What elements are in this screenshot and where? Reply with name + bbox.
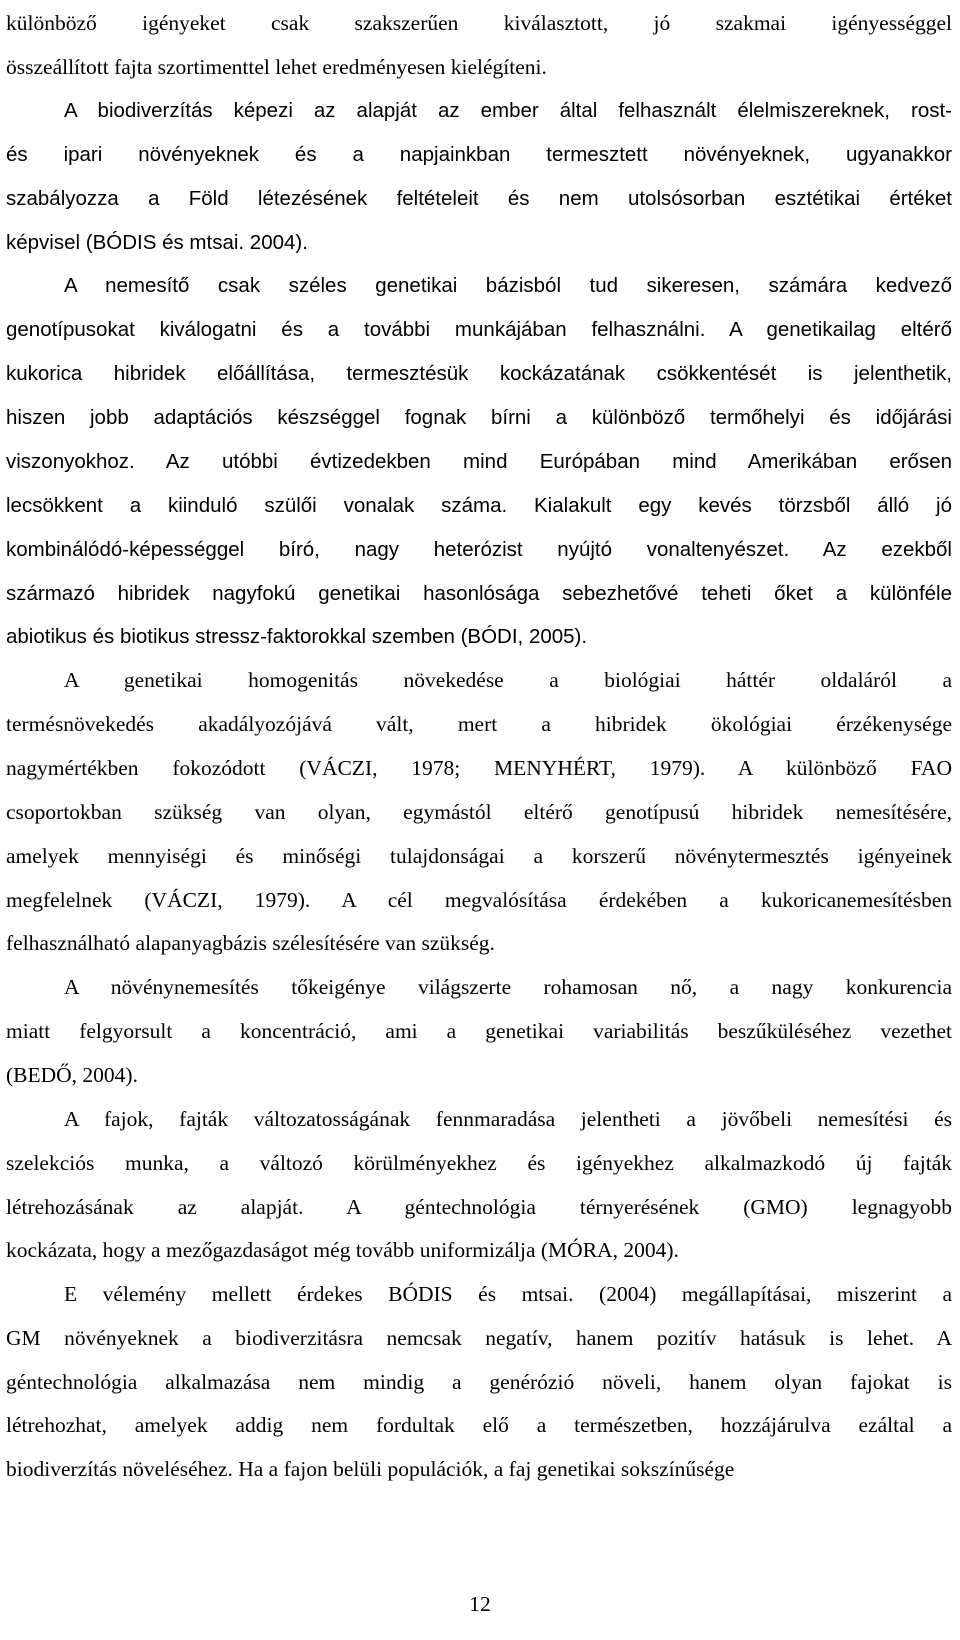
text-line: (BEDŐ, 2004). <box>6 1063 138 1087</box>
text-line: szelekciós munka, a változó körülményekhez és igényekhez alkalmazkodó új fajták <box>6 1151 952 1175</box>
text-line: genotípusokat kiválogatni és a további munkájában felhasználni. A genetikailag eltérő <box>6 318 952 341</box>
text-line: csoportokban szükség van olyan, egymástól eltérő genotípusú hibridek nemesítésére, <box>6 800 952 824</box>
text-line: A növénynemesítés tőkeigénye világszerte rohamosan nő, a nagy konkurencia <box>64 975 952 999</box>
text-line: szabályozza a Föld létezésének feltételeit és nem utolsósorban esztétikai értéket <box>6 187 952 210</box>
text-line: képvisel (BÓDIS és mtsai. 2004). <box>6 231 308 254</box>
text-line: lecsökkent a kiinduló szülői vonalak száma. Kialakult egy kevés törzsből álló jó <box>6 494 952 517</box>
text-line: kukorica hibridek előállítása, termesztésük kockázatának csökkentését is jelenthetik, <box>6 362 952 385</box>
text-line: A genetikai homogenitás növekedése a biológiai háttér oldaláról a <box>64 668 952 692</box>
text-line: és ipari növényeknek és a napjainkban termesztett növényeknek, ugyanakkor <box>6 143 952 166</box>
text-line: megfelelnek (VÁCZI, 1979). A cél megvalósítása érdekében a kukoricanemesítésben <box>6 888 952 912</box>
text-line: abiotikus és biotikus stressz-faktorokkal szemben (BÓDI, 2005). <box>6 625 588 648</box>
text-line: GM növényeknek a biodiverzitásra nemcsak negatív, hanem pozitív hatásuk is lehet. A <box>6 1326 952 1350</box>
text-line: géntechnológia alkalmazása nem mindig a genérózió növeli, hanem olyan fajokat is <box>6 1370 952 1394</box>
text-line: biodiverzítás növeléséhez. Ha a fajon belüli populációk, a faj genetikai sokszínűsége <box>6 1457 735 1481</box>
text-line: hiszen jobb adaptációs készséggel fognak bírni a különböző termőhelyi és időjárási <box>6 406 952 429</box>
text-line: származó hibridek nagyfokú genetikai hasonlósága sebezhetővé teheti őket a különféle <box>6 582 952 605</box>
text-line: létrehozásának az alapját. A géntechnológia térnyerésének (GMO) legnagyobb <box>6 1195 952 1219</box>
text-line: kockázata, hogy a mezőgazdaságot még tovább uniformizálja (MÓRA, 2004). <box>6 1238 679 1262</box>
text-line: összeállított fajta szortimenttel lehet eredményesen kielégíteni. <box>6 55 547 79</box>
text-line: felhasználható alapanyagbázis szélesítésére van szükség. <box>6 931 495 955</box>
text-line: termésnövekedés akadályozójává vált, mert a hibridek ökológiai érzékenysége <box>6 712 952 736</box>
text-line: A biodiverzítás képezi az alapját az ember által felhasznált élelmiszereknek, rost- <box>64 99 952 122</box>
text-line: amelyek mennyiségi és minőségi tulajdonságai a korszerű növénytermesztés igényeinek <box>6 844 952 868</box>
page-number: 12 <box>469 1592 491 1616</box>
text-line: A fajok, fajták változatosságának fennmaradása jelentheti a jövőbeli nemesítési és <box>64 1107 952 1131</box>
text-line: létrehozhat, amelyek addig nem fordultak elő a természetben, hozzájárulva ezáltal a <box>6 1413 952 1437</box>
text-line: E vélemény mellett érdekes BÓDIS és mtsai. (2004) megállapításai, miszerint a <box>64 1282 952 1306</box>
text-line: kombinálódó-képességgel bíró, nagy heterózist nyújtó vonaltenyészet. Az ezekből <box>6 538 952 561</box>
text-line: különböző igényeket csak szakszerűen kiválasztott, jó szakmai igényességgel <box>6 11 952 35</box>
text-line: A nemesítő csak széles genetikai bázisból tud sikeresen, számára kedvező <box>64 274 952 297</box>
text-line: viszonyokhoz. Az utóbbi évtizedekben mind Európában mind Amerikában erősen <box>6 450 952 473</box>
text-line: nagymértékben fokozódott (VÁCZI, 1978; MENYHÉRT, 1979). A különböző FAO <box>6 756 952 780</box>
text-line: miatt felgyorsult a koncentráció, ami a genetikai variabilitás beszűküléséhez vezethet <box>6 1019 952 1043</box>
